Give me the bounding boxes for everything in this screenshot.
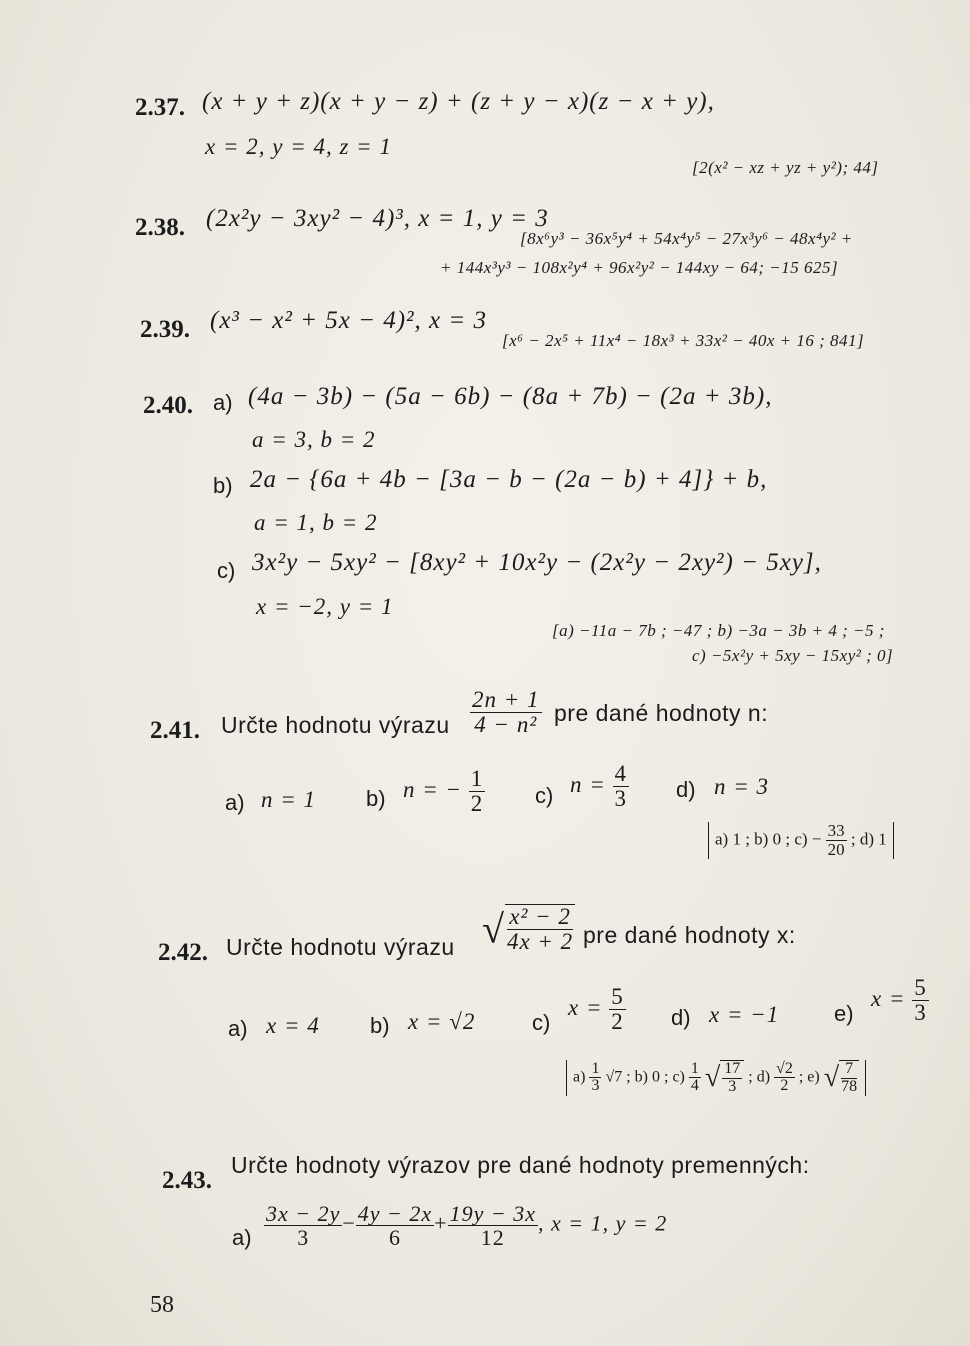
answer-text: a) 1 ; b) 0 ; c) −: [715, 829, 822, 849]
subproblem-value-a: x = 4: [266, 1013, 320, 1038]
problem-number: 2.41.: [150, 717, 200, 744]
value-prefix: n = −: [403, 776, 463, 802]
subproblem-label-a: a): [228, 1016, 248, 1041]
problem-text: pre dané hodnoty x:: [583, 922, 796, 948]
subproblem-values-b: a = 1, b = 2: [254, 510, 378, 535]
fraction-denominator: 2: [611, 1009, 624, 1035]
operator: −: [342, 1210, 356, 1236]
problem-number: 2.38.: [135, 214, 185, 241]
fraction-numerator: 1: [591, 1059, 600, 1077]
subproblem-label-c: c): [217, 558, 236, 583]
value-prefix: x =: [871, 985, 906, 1011]
problem-answer-line2: c) −5x²y + 5xy − 15xy² ; 0]: [692, 646, 894, 665]
fraction-denominator: 78: [841, 1077, 858, 1095]
problem-expression: (2x²y − 3xy² − 4)³, x = 1, y = 3: [206, 205, 549, 232]
subproblem-value-a: n = 1: [261, 787, 317, 812]
subproblem-label-c: c): [535, 783, 554, 808]
problem-answer-line1: [8x⁶y³ − 36x⁵y⁴ + 54x⁴y⁵ − 27x³y⁶ − 48x⁴y² +: [520, 229, 853, 248]
problem-text: Určte hodnoty výrazov pre dané hodnoty premenných:: [231, 1152, 810, 1178]
answer-text: ; d): [748, 1068, 771, 1086]
answer-root: √7: [605, 1068, 623, 1086]
subproblem-value-d: x = −1: [709, 1002, 780, 1027]
subproblem-label-a: a): [225, 790, 245, 815]
subproblem-value-d: n = 3: [714, 774, 770, 799]
answer-text: ; e): [798, 1068, 820, 1086]
fraction-denominator: 3: [614, 786, 628, 812]
fraction-numerator: x² − 2: [507, 905, 573, 930]
fraction-denominator: 4 − n²: [474, 712, 538, 738]
problem-answer: [2(x² − xz + yz + y²); 44]: [692, 158, 879, 177]
problem-values: x = 2, y = 4, z = 1: [205, 134, 392, 159]
problem-answer: [708, 822, 894, 859]
problem-number: 2.42.: [158, 939, 208, 966]
fraction-numerator: √2: [776, 1059, 793, 1077]
page-number: 58: [150, 1292, 174, 1318]
problem-number: 2.37.: [135, 94, 185, 121]
subproblem-label-e: e): [834, 1001, 854, 1026]
problem-fraction: [470, 688, 542, 737]
subproblem-label-b: b): [370, 1013, 390, 1038]
fraction-denominator: 4x + 2: [506, 929, 574, 955]
problem-expression: (x³ − x² + 5x − 4)², x = 3: [210, 307, 488, 334]
subproblem-value-c: [568, 985, 626, 1034]
problem-text: pre dané hodnoty n:: [554, 700, 769, 726]
subproblem-label-b: b): [366, 786, 386, 811]
fraction-numerator: 3x − 2y: [266, 1201, 341, 1226]
subproblem-value-b: [403, 767, 485, 816]
subproblem-label-c: c): [532, 1010, 551, 1035]
problem-text: Určte hodnotu výrazu: [221, 712, 450, 738]
fraction-numerator: 4: [614, 761, 628, 786]
fraction-numerator: 4y − 2x: [357, 1201, 433, 1226]
fraction-denominator: 2: [470, 791, 484, 817]
subproblem-value-b: x = √2: [408, 1009, 476, 1034]
subproblem-label-d: d): [671, 1005, 691, 1030]
subproblem-label-a: a): [213, 390, 233, 415]
subproblem-values-c: x = −2, y = 1: [256, 594, 394, 619]
fraction-numerator: 17: [724, 1060, 741, 1077]
fraction-denominator: 2: [780, 1077, 789, 1095]
fraction-numerator: 1: [470, 766, 484, 791]
subproblem-expression-c: 3x²y − 5xy² − [8xy² + 10x²y − (2x²y − 2xy²) − 5xy],: [252, 549, 822, 576]
problem-answer-line1: [a) −11a − 7b ; −47 ; b) −3a − 3b + 4 ; −5 ;: [552, 621, 885, 640]
problem-number: 2.39.: [140, 316, 190, 343]
problem-text: Určte hodnotu výrazu: [226, 934, 455, 960]
operator: +: [434, 1210, 448, 1236]
problem-number: 2.40.: [143, 392, 193, 419]
problem-expression: (x + y + z)(x + y − z) + (z + y − x)(z − x + y),: [202, 88, 715, 115]
fraction-numerator: 33: [827, 821, 845, 840]
fraction-denominator: 4: [690, 1077, 699, 1095]
fraction-numerator: 2n + 1: [472, 687, 540, 712]
root-sign-icon: √: [823, 1061, 840, 1093]
fraction-denominator: 12: [480, 1225, 505, 1251]
root-sign-icon: √: [704, 1061, 721, 1093]
fraction-numerator: 5: [611, 984, 624, 1009]
fraction-denominator: 3: [591, 1077, 600, 1095]
problem-number: 2.43.: [162, 1167, 212, 1194]
fraction-denominator: 3: [914, 1000, 927, 1026]
value-prefix: n =: [570, 771, 606, 797]
subproblem-values: , x = 1, y = 2: [537, 1210, 668, 1236]
subproblem-label-b: b): [213, 473, 233, 498]
problem-root-fraction: [482, 904, 575, 954]
fraction-numerator: 5: [914, 975, 927, 1000]
problem-answer-line2: + 144x³y³ − 108x²y⁴ + 96x²y² − 144xy − 64; −15 625]: [440, 258, 839, 277]
answer-text: ; b) 0 ; c): [626, 1068, 685, 1086]
subproblem-values-a: a = 3, b = 2: [252, 427, 376, 452]
subproblem-expression-a: (4a − 3b) − (5a − 6b) − (8a + 7b) − (2a + 3b),: [248, 383, 773, 410]
fraction-numerator: 19y − 3x: [449, 1201, 536, 1226]
answer-text: ; d) 1: [850, 829, 887, 849]
subproblem-label-a: a): [232, 1225, 252, 1250]
subproblem-value-e: [871, 976, 929, 1025]
fraction-numerator: 7: [841, 1061, 857, 1079]
answer-text: a): [573, 1068, 586, 1086]
subproblem-expression-b: 2a − {6a + 4b − [3a − b − (2a − b) + 4]} + b,: [250, 466, 768, 493]
value-prefix: x =: [568, 994, 603, 1020]
subproblem-expression-a: [264, 1202, 667, 1249]
fraction-denominator: 6: [388, 1225, 401, 1251]
fraction-denominator: 3: [297, 1225, 310, 1251]
problem-answer: [x⁶ − 2x⁵ + 11x⁴ − 18x³ + 33x² − 40x + 16 ; 841]: [502, 331, 865, 350]
root-sign-icon: √: [482, 906, 505, 952]
fraction-numerator: 1: [690, 1059, 699, 1077]
problem-answer: [566, 1060, 866, 1096]
fraction-denominator: 3: [728, 1077, 737, 1095]
fraction-denominator: 20: [827, 839, 845, 859]
subproblem-value-c: [570, 762, 629, 811]
subproblem-label-d: d): [676, 777, 696, 802]
